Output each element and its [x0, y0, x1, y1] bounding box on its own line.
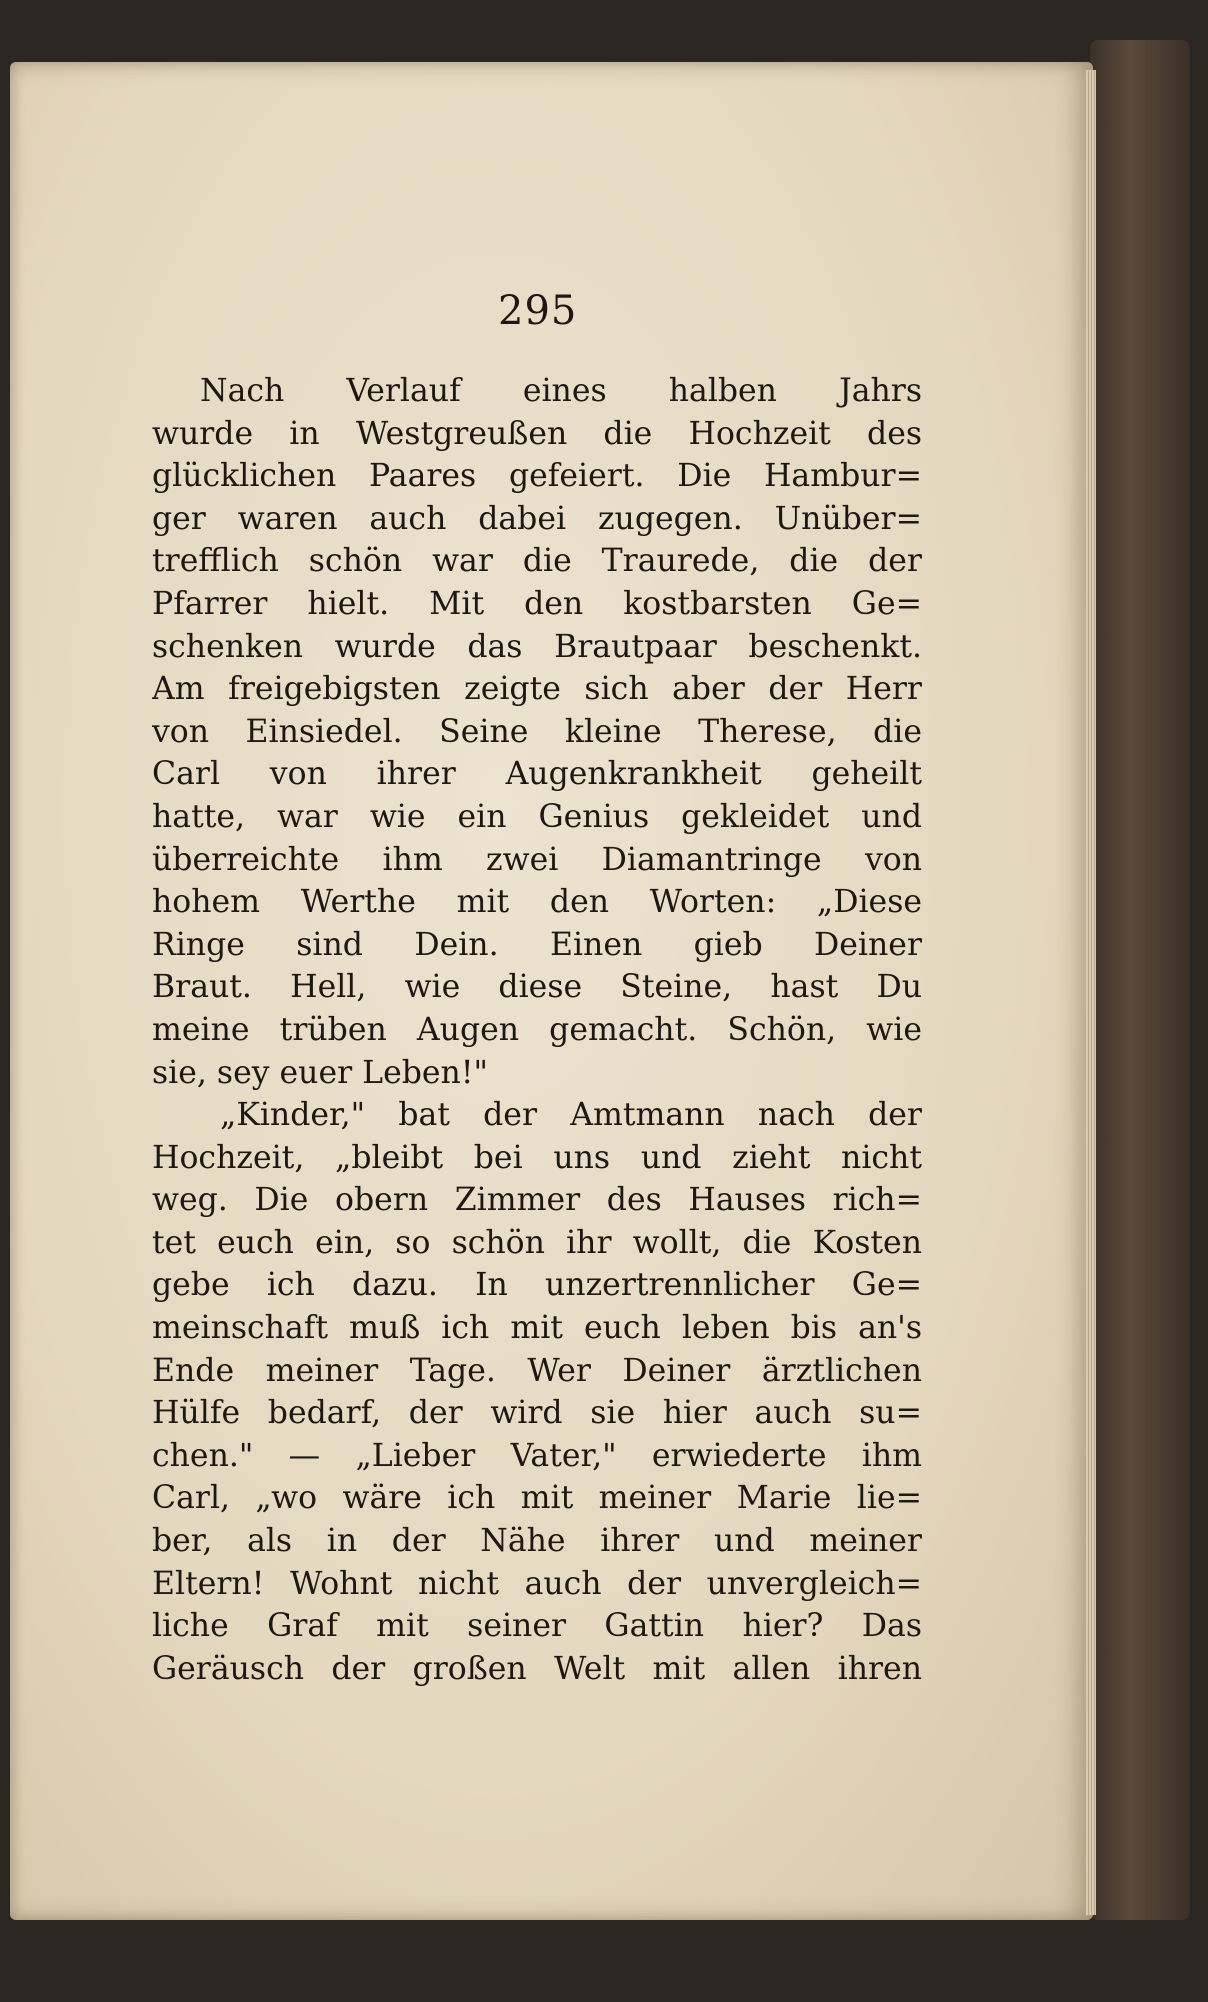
text-line: von Einsiedel. Seine kleine Therese, die: [152, 713, 922, 750]
text-line: liche Graf mit seiner Gattin hier? Das: [152, 1608, 922, 1645]
text-line: chen." — „Lieber Vater," erwiederte ihm: [152, 1437, 922, 1474]
text-line: wurde in Westgreußen die Hochzeit des: [152, 415, 922, 452]
text-line: tet euch ein, so schön ihr wollt, die Kosten: [152, 1224, 922, 1261]
page-stack-edge: [1086, 70, 1096, 1915]
text-line: Carl, „wo wäre ich mit meiner Marie lie=: [152, 1480, 922, 1517]
text-line: „Kinder," bat der Amtmann nach der: [220, 1097, 922, 1134]
text-line: sie, sey euer Leben!": [152, 1054, 488, 1091]
text-line: Ende meiner Tage. Wer Deiner ärztlichen: [152, 1352, 922, 1389]
text-line: trefflich schön war die Traurede, die der: [152, 543, 922, 580]
text-line: hohem Werthe mit den Worten: „Diese: [152, 884, 922, 921]
text-line: ger waren auch dabei zugegen. Unüber=: [152, 500, 922, 537]
text-line: glücklichen Paares gefeiert. Die Hambur=: [152, 458, 922, 495]
book-cover-edge: [1090, 40, 1190, 1920]
text-line: Ringe sind Dein. Einen gieb Deiner: [152, 926, 922, 963]
text-line: Nach Verlauf eines halben Jahrs: [200, 373, 922, 409]
text-line: meine trüben Augen gemacht. Schön, wie: [152, 1011, 922, 1048]
text-line: Hülfe bedarf, der wird sie hier auch su=: [152, 1395, 922, 1432]
text-line: Eltern! Wohnt nicht auch der unvergleich=: [152, 1565, 922, 1602]
text-line: hatte, war wie ein Genius gekleidet und: [152, 798, 922, 835]
text-line: Pfarrer hielt. Mit den kostbarsten Ge=: [152, 585, 922, 622]
text-line: Am freigebigsten zeigte sich aber der Herr: [152, 671, 922, 708]
page-number: 295: [498, 288, 578, 334]
body-text: [152, 370, 922, 1690]
text-line: gebe ich dazu. In unzertrennlicher Ge=: [152, 1267, 922, 1304]
text-line: überreichte ihm zwei Diamantringe von: [152, 841, 922, 878]
text-line: Braut. Hell, wie diese Steine, hast Du: [152, 969, 922, 1006]
text-line: schenken wurde das Brautpaar beschenkt.: [152, 628, 922, 665]
text-line: ber, als in der Nähe ihrer und meiner: [152, 1523, 922, 1560]
text-line: Hochzeit, „bleibt bei uns und zieht nicht: [152, 1139, 922, 1176]
text-line: meinschaft muß ich mit euch leben bis an's: [152, 1310, 922, 1347]
text-line: Carl von ihrer Augenkrankheit geheilt: [152, 756, 922, 793]
text-line: Geräusch der großen Welt mit allen ihren: [152, 1650, 922, 1687]
text-line: weg. Die obern Zimmer des Hauses rich=: [152, 1182, 922, 1219]
